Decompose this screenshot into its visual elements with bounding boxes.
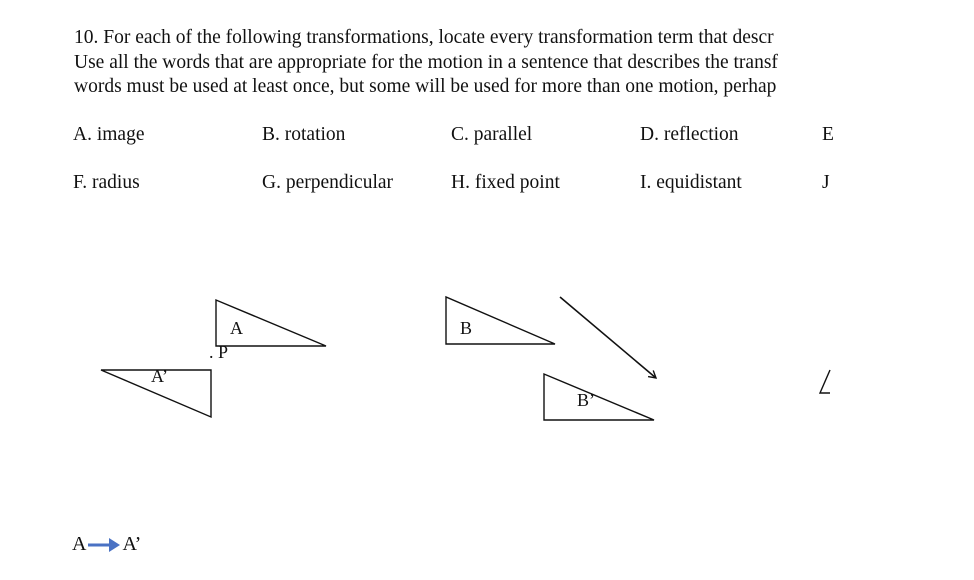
mapping-caption <box>72 533 141 556</box>
label-a: A <box>230 318 243 338</box>
term-reflection: D. reflection <box>640 124 739 145</box>
triangle-b-prime <box>544 374 654 420</box>
caption-to: A’ <box>122 533 142 555</box>
term-image: A. image <box>73 124 145 145</box>
triangle-partial-right <box>820 370 830 393</box>
arrow-right-icon <box>87 537 121 553</box>
label-b: B <box>460 318 473 338</box>
question-line-2: Use all the words that are appropriate for the motion in a sentence that describes the transf <box>74 51 778 73</box>
term-j-partial: J <box>822 172 830 193</box>
label-b-prime: B’ <box>577 390 595 410</box>
question-line-1: 10. For each of the following transformations, locate every transformation term that descr <box>74 27 774 48</box>
caption-from: A <box>72 533 87 555</box>
translation-arrow <box>560 297 656 378</box>
term-rotation: B. rotation <box>262 124 346 145</box>
term-parallel: C. parallel <box>451 124 533 145</box>
label-a-prime: A’ <box>151 366 168 386</box>
label-point-p: . P <box>209 342 229 362</box>
term-radius: F. radius <box>73 172 140 193</box>
term-equidistant: I. equidistant <box>640 172 742 193</box>
term-fixed-point: H. fixed point <box>451 172 560 193</box>
term-e-partial: E <box>822 124 834 145</box>
question-line-3: words must be used at least once, but some will be used for more than one motion, perhap <box>74 76 777 97</box>
term-perpendicular: G. perpendicular <box>262 172 394 193</box>
